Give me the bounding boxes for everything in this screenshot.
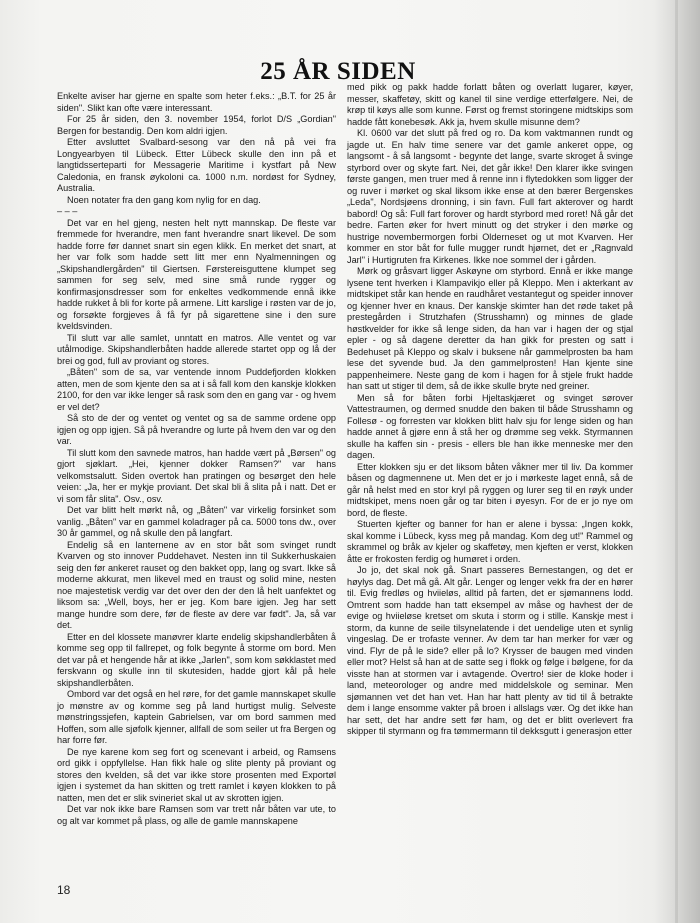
paragraph: med pikk og pakk hadde forlatt båten og overlatt lugarer, køyer, messer, skaffetøy, skitt og kanel til sine verdige etterfølgere. Nei, de krøp til køys alle som kunne. Først og fremst storingene midtskips som hadde fått konebesøk. Akk ja, hvem skulle misunne dem? (347, 82, 633, 127)
left-column (57, 91, 336, 827)
paragraph: Endelig så en lanternene av en stor båt som svinget rundt Kvarven og sto innover Puddehavet. Nesten inn til Sukkerhuskaien seig den før ankeret rauset og den bakket opp, lang og svart. Ikke så moderne akkurat, men likevel med en traust og solid mine, nesten noe majestetisk verdig var det over den der den lå helt uanfektet og liksom sa: „Well, boys, her er jeg. Kom bare igjen. Jeg har sett mange hundre som dere, før de fleste av dere var født". Ja, så var det. (57, 539, 336, 630)
right-column (347, 82, 633, 738)
paragraph: Det var blitt helt mørkt nå, og „Båten" var virkelig forsinket som vanlig. „Båten" var en gammel koladrager på ca. 5000 tons dw., over 30 år gammel, og nå skulle den på langfart. (57, 505, 336, 538)
paragraph: Stuerten kjefter og banner for han er alene i byssa: „Ingen kokk, skal komme i Lübeck, kyss meg på mandag. Kom deg ut!" Rammel og skrammel og bråk av kjeler og skaffetøy, men kjeften er verst, klokken åtte er frokosten ferdig og humøret i orden. (347, 519, 633, 564)
paragraph: Til slutt var alle samlet, unntatt en matros. Alle ventet og var utålmodige. Skipshandlerbåten hadde allerede startet opp og lå der brei og god, full av proviant og stores. (57, 332, 336, 366)
paragraph: Mørk og gråsvart ligger Askøyne om styrbord. Ennå er ikke mange lysene tent hverken i Klampavikjo eller på Kleppo. Men i akterkant av midtskipet står kan hende en raudhåret vestantegut og speider innover og kjenner hver en knaus. Der kanskje skimter han det røde taket på prestegården i Strutzhafen (Strusshamn) og minnes de glade høstkvelder for ikke så lenge siden, da han var i hagen der og stjal epler - og så dagene deretter da han gikk for presten og satt i Bedehuset på Kleppo og skalv i buksene når gammelprosten ba ham lese det syvende bud. Ja den gammelprosten! Han kjente sine pappenheimere. Neste gang de kom i hagen for å stjele frukt hadde han satt ut stiger til dem, så de ikke skulle bryte ned greiner. (347, 266, 633, 391)
paragraph: Det var en hel gjeng, nesten helt nytt mannskap. De fleste var fremmede for hverandre, men fant hverandre snart likevel. De som hadde forre før dannet snart sin egen klikk. En merket det snart, at her var folk som hadde sett litt mer enn Nyalmenningen og „Skipshandlergården" til Giertsen. Førstereisguttene klumpet seg sammen for seg selv, med sine små runde rygger og konfirmasjonsdresser som for enkeltes vedkommende ennå ikke hadde rukket å bli for korte på armene. Litt karslige i røsten var de jo, og forsøkte forgjeves å få fyr på sigarettene sine i den sure kveldsvinden. (57, 217, 336, 331)
paragraph: Etter avsluttet Svalbard-sesong var den nå på vei fra Longyearbyen til Lübeck. Etter Lübeck skulle den inn på et langtidsserteparti for Messagerie Maritime i kystfart på New Caledonia, en fransk øykoloni ca. 1000 n.m. nordøst for Sydney, Australia. (57, 137, 336, 193)
paragraph: Til slutt kom den savnede matros, han hadde vært på „Børsen" og gjort sjøklart. „Hei, kjenner dokker Ramsen?" var hans velkomstsalutt. Siden overtok han pratingen og besørget den hele veien: „Ja, her er mykje proviant. Det skal bli å slita på i natt. Det er vi som får slita". Osv., osv. (57, 447, 336, 504)
paragraph: De nye karene kom seg fort og scenevant i arbeid, og Ramsens ord gikk i oppfyllelse. Han fikk hale og slite plenty på proviant og stores den kvelden, så det var ikke store prosenten med Exportøl igjen i systemet da han skitten og trett ramlet i køyen klokken to på natten, men det er slik svineriet skal ut av skrotten igjen. (57, 746, 336, 803)
paragraph: For 25 år siden, den 3. november 1954, forlot D/S „Gordian" Bergen for bestandig. Den kom aldri igjen. (57, 114, 336, 136)
paragraph: Enkelte aviser har gjerne en spalte som heter f.eks.: „B.T. for 25 år siden". Slikt kan ofte være interessant. (57, 91, 336, 113)
page-curl-line (675, 0, 678, 923)
page-number: 18 (57, 883, 71, 897)
paragraph: Så sto de der og ventet og ventet og sa de samme ordene opp igjen og opp igjen. Så på hverandre og lurte på hvem den var og den var. (57, 413, 336, 446)
paragraph: Etter en del klossete manøvrer klarte endelig skipshandlerbåten å komme seg opp til fallrepet, og folk begynte å storme om bord. Men det var på et hengende hår at ikke „Jarlen", som kom søkklastet med ferskvann og skulle inn til skutesiden, hadde gjort kål på hele skipshandlerbåten. (57, 631, 336, 688)
paragraph: Ombord var det også en hel røre, for det gamle mannskapet skulle jo mønstre av og komme seg på land hurtigst mulig. Selveste mønstringssjefen, kaptein Gabrielsen, var om bord sammen med Hoffen, som alle sjøfolk kjenner, allfall de som seiler ut fra Bergen og har forre før. (57, 689, 336, 745)
paragraph: Kl. 0600 var det slutt på fred og ro. Da kom vaktmannen rundt og jagde ut. En halv time senere var det gamle ankeret oppe, og langsomt - å så langsomt - begynte det lange, svarte skroget å svinge styrbord over og skyte fart. Nei, det går ikke! Den klarer ikke svingen første gangen, men truer med å renne inn i flytedokken som ligger der og ruver i mørket og skal liksom ikke ense at den bærer Bergenskes „Leda", Nordsjøens dronning, i sin favn. Full fart akterover og hardt babord! Og så: Full fart forover og hardt styrbord med roret! Nå går det bedre. Farten øker for hvert minutt og det stryker i den mørke og hustrige novembermorgen forbi Olderneset og ut mot Kvarven. Her kommer en stor båt for fulle mugger rundt hjørnet, det er „Ragnvald Jarl" i Hurtigruten fra Kirkenes. Ikke noe sommel der i gården. (347, 128, 633, 265)
paragraph: Men så for båten forbi Hjeltaskjæret og svinget sørover Vattestraumen, og dermed snudde den baken til både Strusshamn og Follesø - og forresten var klokken blitt halv sju for lenge siden og han hadde annet å gjøre enn å stå her og drømme seg vekk. Styrmannen skulle ha kaffen sin - presis - ellers ble han ikke menneske mer den dagen. (347, 392, 633, 460)
section-separator: – – – (57, 206, 78, 216)
paragraph: Det var nok ikke bare Ramsen som var trett når båten var ute, to og alt var kommet på plass, og alle de gamle mannskapene (57, 804, 336, 826)
article-heading: 25 ÅR SIDEN (260, 58, 416, 85)
paragraph: „Båten" som de sa, var ventende innom Puddefjorden klokken atten, men de som kjente den sa at i så fall kom den kanskje klokken 2100, for den var ikke lenger så rask som den en gang var - og hvem er vel det? (57, 367, 336, 412)
paragraph: Noen notater fra den gang kom nylig for en dag. (67, 194, 261, 205)
paragraph: Etter klokken sju er det liksom båten våkner mer til liv. Da kommer båsen og dagmennene ut. Men det er jo i mørkeste laget ennå, så de går nå helst med en stor kryl på ryggen og lurer seg til en røyk under midtskipet, mens noen går og tar biten i øyesyn. For de er jo nye om bord, de fleste. (347, 461, 633, 518)
paragraph: Jo jo, det skal nok gå. Snart passeres Bernestangen, og det er høylys dag. Det må gå. Alt går. Lenger og lenger vekk fra der en hører til. Evig fredløs og hviieløs, alltid på farten, det er sjømannens lodd. Omtrent som hadde han tatt eksempel av måse og havhest der de evige og hviieløse kretset om skuta i storm og i stille. Kanskje mest i storm, da kunne de seile tilsynelatende i det uendelige uten et synlig vingeslag. De er trofaste venner. Av dem tar han merker for vær og vind. Flyr de på le side? eller på lo? Krysser de baugen med vinden eller mot? Helst så han at de satte seg i flokk og følge i bølgene, for da visste han at stormen var i avtagende. Overtro! sier de kloke hoder i land, meteorologer og andre med middelskole og seminar. Men sjømannen vet det han vet. Han har hatt plenty av tid til å betrakte dem i lange ensomme vakter på broen i allslags vær. Og det ikke han har sett, det har andre sett før ham, og det er blitt overlevert fra skipper til styrmann og fra tømmermann til dekksgutt i generasjon etter (347, 565, 633, 736)
